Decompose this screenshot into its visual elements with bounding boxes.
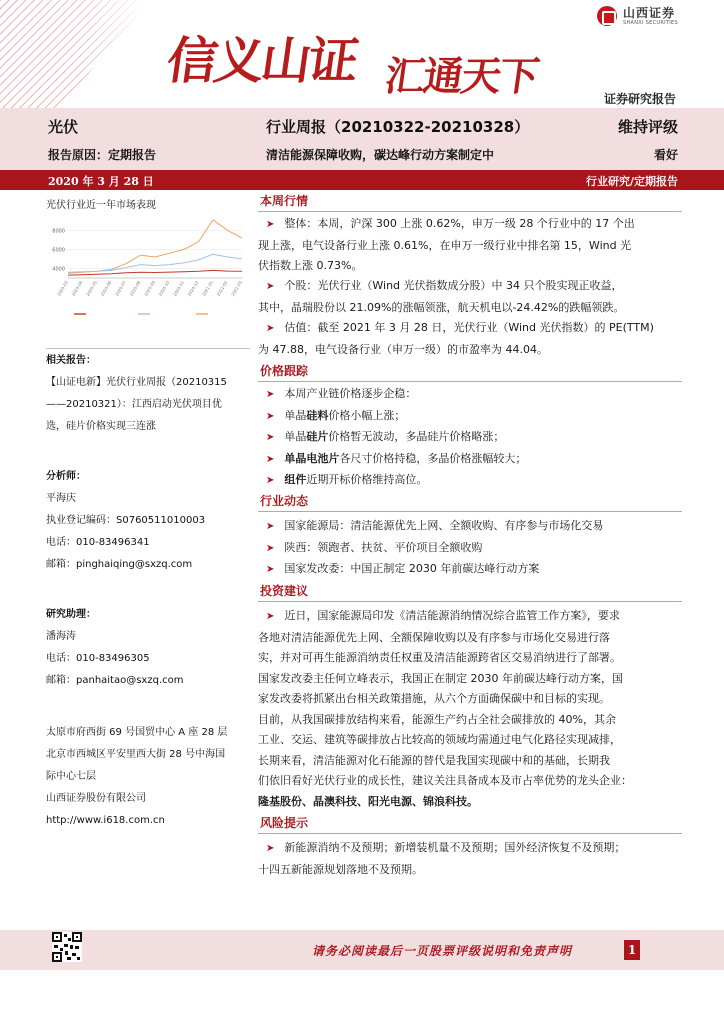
related-reports-title: 相关报告： xyxy=(46,355,96,366)
bullet-arrow-icon: ➤ xyxy=(266,389,275,400)
address-line: 北京市西城区平安里西大街 28 号中海国 xyxy=(46,749,226,760)
paragraph-line: 们依旧看好光伏行业的成长性，建议关注具备成本及市占率优势的龙头企业： xyxy=(258,774,632,787)
related-reports xyxy=(46,350,250,438)
analyst-phone: 电话：010-83496341 xyxy=(46,537,150,548)
logo-name-en: SHANXI SECURITIES xyxy=(623,19,678,26)
assistant-name: 潘海涛 xyxy=(46,631,76,642)
chart-x-tick-label: 2020-06 xyxy=(99,280,113,297)
chart-x-tick-label: 2021-01 xyxy=(201,280,214,297)
list-item: ➤ 国家发改委：中国正制定 2030 年前碳达峰行动方案 xyxy=(266,562,540,575)
related-report-line[interactable]: ——20210321）：江西启动光伏项目优 xyxy=(46,399,222,410)
rating-value: 看好 xyxy=(653,148,678,162)
address-line: 际中心七层 xyxy=(46,771,96,782)
chart-y-tick-label: 4000 xyxy=(52,266,65,273)
company-logo xyxy=(597,6,678,26)
bullet-arrow-icon: ➤ xyxy=(266,219,275,230)
date-bar xyxy=(0,170,724,190)
rating-label: 维持评级 xyxy=(617,118,678,136)
sidebar xyxy=(46,190,250,908)
recommended-stocks: 隆基股份、晶澳科技、阳光电源、锦浪科技。 xyxy=(258,794,478,808)
header-band xyxy=(0,108,724,170)
logo-seal-icon xyxy=(597,6,617,26)
report-reason: 报告原因：定期报告 xyxy=(48,148,157,162)
report-date: 2020 年 3 月 28 日 xyxy=(48,175,154,188)
slogan-part-2: 汇通天下 xyxy=(381,53,541,100)
banner xyxy=(0,0,724,108)
list-item: ➤ 组件近期开标价格维持高位。 xyxy=(266,473,428,486)
analyst-title: 分析师： xyxy=(46,471,86,482)
assistant-email[interactable]: 邮箱：panhaitao@sxzq.com xyxy=(46,675,184,686)
bullet-arrow-icon: ➤ xyxy=(266,323,275,334)
related-report-line[interactable]: 【山证电新】光伏行业周报（20210315 xyxy=(46,377,227,388)
risk-warning-body xyxy=(258,838,682,880)
report-category: 行业研究/定期报告 xyxy=(585,175,678,188)
paragraph-line: 整体：本周，沪深 300 上涨 0.62%，申万一级 28 个行业中的 17 个出 xyxy=(284,217,635,230)
related-report-line[interactable]: 选，硅片价格实现三连涨 xyxy=(46,421,156,432)
chart-y-tick-label: 6000 xyxy=(52,247,65,254)
price-tracking-list xyxy=(258,384,682,492)
section-title-price-tracking: 价格跟踪 xyxy=(258,362,682,382)
chart-y-tick-label: 8000 xyxy=(52,228,65,235)
chart-x-tick-label: 2020-10 xyxy=(157,280,171,297)
chart-x-tick-label: 2020-04 xyxy=(70,280,84,297)
page-number: 1 xyxy=(624,940,640,960)
chart-x-tick-label: 2020-07 xyxy=(114,280,127,297)
paragraph-line: 现上涨，电气设备行业上涨 0.61%，在申万一级行业中排名第 15，Wind 光 xyxy=(258,238,632,252)
report-title: 行业周报（20210322-20210328） xyxy=(266,118,530,136)
investment-advice-body xyxy=(258,606,682,812)
footer xyxy=(0,930,724,970)
weekly-market-valuation xyxy=(258,318,682,360)
paragraph-line: 目前，从我国碳排放结构来看，能源生产约占全社会碳排放的 40%，其余 xyxy=(258,712,616,726)
chart-title: 光伏行业近一年市场表现 xyxy=(46,200,156,211)
market-performance-chart xyxy=(46,210,250,320)
paragraph-line: 家发改委将抓紧出台相关政策措施，从六个方面确保碳中和目标的实现。 xyxy=(258,692,610,705)
paragraph-line: 估值：截至 2021 年 3 月 28 日，光伏行业（Wind 光伏指数）的 PE(TTM) xyxy=(284,321,654,334)
paragraph-line: 实，并对可再生能源消纳责任权重及清洁能源跨省区交易消纳进行了部署。 xyxy=(258,651,621,664)
paragraph-line: 伏指数上涨 0.73%。 xyxy=(258,259,363,272)
section-title-risk-warning: 风险提示 xyxy=(258,814,682,834)
weekly-market-overall xyxy=(258,214,682,277)
report-type: 证券研究报告 xyxy=(603,92,676,106)
disclaimer-notice[interactable]: 请务必阅读最后一页股票评级说明和免责声明 xyxy=(312,944,573,958)
chart-x-tick-label: 2021-03 xyxy=(230,280,243,297)
bullet-arrow-icon: ➤ xyxy=(266,281,275,292)
paragraph-line: 长期来看，清洁能源对化石能源的替代是我国实现碳中和的基础，长期我 xyxy=(258,753,610,767)
bullet-arrow-icon: ➤ xyxy=(266,432,275,443)
sidebar-divider xyxy=(46,348,250,349)
paragraph-line: 十四五新能源规划落地不及预期。 xyxy=(258,862,423,876)
bullet-arrow-icon: ➤ xyxy=(266,521,275,532)
list-item: ➤ 本周产业链价格逐步企稳： xyxy=(266,387,417,400)
chart-x-tick-label: 2020-05 xyxy=(85,280,98,297)
bullet-arrow-icon: ➤ xyxy=(266,410,275,422)
paragraph-line: 新能源消纳不及预期；新增装机量不及预期；国外经济恢复不及预期； xyxy=(284,841,626,854)
assistant-title: 研究助理： xyxy=(46,609,96,620)
address-line: 太原市府西街 69 号国贸中心 A 座 28 层 xyxy=(46,727,228,738)
chart-x-tick-label: 2020-11 xyxy=(172,280,185,297)
assistant-phone: 电话：010-83496305 xyxy=(46,653,150,664)
paragraph-line: 为 47.88，电气设备行业（申万一级）的市盈率为 44.04。 xyxy=(258,342,548,356)
paragraph-line: 近日，国家能源局印发《清洁能源消纳情况综合监管工作方案》，要求 xyxy=(284,609,620,622)
company-address xyxy=(46,722,250,832)
bullet-arrow-icon: ➤ xyxy=(266,564,275,575)
section-title-weekly-market: 本周行情 xyxy=(258,192,682,212)
company-name: 山西证券股份有限公司 xyxy=(46,793,146,804)
chart-x-tick-label: 2020-12 xyxy=(186,280,200,297)
bullet-arrow-icon: ➤ xyxy=(266,611,275,622)
paragraph-line: 其中，晶瑞股份以 21.09%的涨幅领涨，航天机电以-24.42%的跌幅领跌。 xyxy=(258,300,625,314)
chart-x-tick-label: 2020-09 xyxy=(143,280,156,297)
bullet-arrow-icon: ➤ xyxy=(266,843,275,854)
analyst-cert: 执业登记编码：S0760511010003 xyxy=(46,515,206,526)
bullet-arrow-icon: ➤ xyxy=(266,542,275,554)
report-subtitle: 清洁能源保障收购，碳达峰行动方案制定中 xyxy=(266,148,495,162)
section-title-investment-advice: 投资建议 xyxy=(258,582,682,602)
analyst-name: 平海庆 xyxy=(46,493,76,504)
assistant-info xyxy=(46,604,250,692)
main-content xyxy=(258,190,682,908)
list-item: ➤ 单晶电池片各尺寸价格持稳，多晶价格涨幅较大； xyxy=(266,451,527,465)
industry-name: 光伏 xyxy=(48,118,79,136)
analyst-info xyxy=(46,466,250,576)
bullet-arrow-icon: ➤ xyxy=(266,453,275,465)
chart-x-tick-label: 2020-03 xyxy=(56,280,69,297)
slogan-part-1: 信义山证 xyxy=(163,31,360,90)
analyst-email[interactable]: 邮箱：pinghaiqing@sxzq.com xyxy=(46,559,193,570)
paragraph-line: 各地对清洁能源优先上网、全额保障收购以及有序参与市场化交易进行落 xyxy=(258,630,610,644)
list-item: ➤ 陕西：领跑者、扶贫、平价项目全额收购 xyxy=(266,540,483,554)
chart-x-tick-label: 2021-02 xyxy=(215,280,229,297)
paragraph-line: 国家发改委主任何立峰表示，我国正在制定 2030 年前碳达峰行动方案，国 xyxy=(258,671,623,685)
list-item: ➤ 单晶硅料价格小幅上涨； xyxy=(266,408,406,422)
list-item: ➤ 国家能源局：清洁能源优先上网、全额收购、有序参与市场化交易 xyxy=(266,519,604,532)
qr-code-icon xyxy=(52,932,82,968)
paragraph-line: 个股：光伏行业（Wind 光伏指数成分股）中 34 只个股实现正收益， xyxy=(284,279,623,292)
weekly-market-stocks xyxy=(258,276,682,318)
paragraph-line: 工业、交运、建筑等碳排放占比较高的领域均需通过电气化路径实现减排， xyxy=(258,733,621,746)
logo-name-cn: 山西证券 xyxy=(623,5,676,20)
chart-x-tick-label: 2020-08 xyxy=(128,280,142,297)
section-title-industry-news: 行业动态 xyxy=(258,492,682,512)
list-item: ➤ 单晶硅片价格暂无波动，多晶硅片价格略涨； xyxy=(266,430,505,443)
bullet-arrow-icon: ➤ xyxy=(266,475,275,486)
industry-news-list xyxy=(258,516,682,581)
company-website[interactable]: http://www.i618.com.cn xyxy=(46,815,165,826)
